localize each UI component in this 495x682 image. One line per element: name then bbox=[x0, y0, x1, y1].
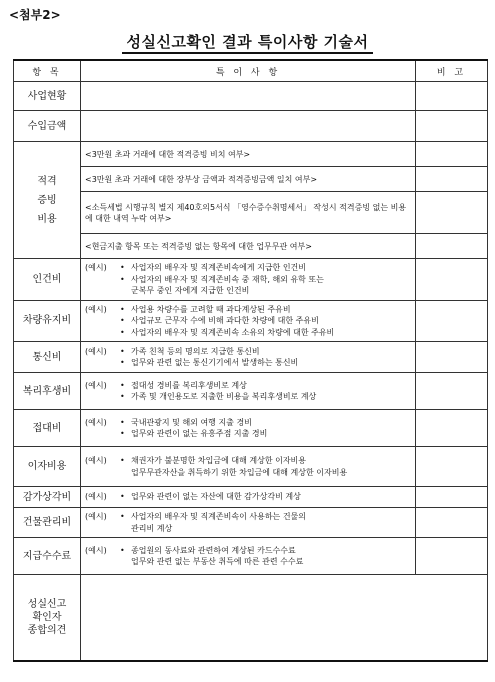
example-label: (예시) bbox=[85, 346, 107, 356]
row-labor bbox=[14, 259, 488, 301]
list-item: • 국내관광지 및 해외 여행 지출 경비 bbox=[119, 417, 411, 429]
row-business-status bbox=[14, 82, 488, 111]
header-row bbox=[14, 60, 488, 82]
list-item: • 사업자의 배우자 및 직계존비속이 사용하는 건물의 bbox=[119, 511, 411, 523]
cell-communication[interactable] bbox=[81, 342, 416, 373]
note-evidence-2[interactable] bbox=[416, 167, 488, 192]
row-evidence-1 bbox=[14, 142, 488, 167]
evidence-item-2[interactable]: <3만원 초과 거래에 대한 장부상 금액과 적격증빙금액 일치 여부> bbox=[81, 167, 416, 192]
list-item: • 종업원의 동사료와 관련하여 계상된 카드수수료 bbox=[119, 545, 411, 557]
row-travel bbox=[14, 410, 488, 447]
note-depreciation[interactable] bbox=[416, 487, 488, 508]
label-vehicle: 차량유지비 bbox=[14, 300, 81, 342]
list-item: 업무무관자산을 취득하기 위한 차입금에 대해 계상한 이자비용 bbox=[131, 467, 348, 477]
list-item: • 업무와 관련 없는 통신기기에서 발생하는 통신비 bbox=[119, 357, 411, 369]
example-label: (예시) bbox=[85, 456, 107, 465]
header-remarks: 특 이 사 항 bbox=[81, 60, 416, 82]
label-business-status: 사업현황 bbox=[14, 82, 81, 111]
note-travel[interactable] bbox=[416, 410, 488, 447]
row-welfare bbox=[14, 373, 488, 410]
example-label: (예시) bbox=[85, 263, 107, 272]
note-revenue[interactable] bbox=[416, 111, 488, 142]
label-opinion: 성실신고 확인자 종합의견 bbox=[14, 575, 81, 661]
row-evidence-4 bbox=[14, 234, 488, 259]
label-travel: 접대비 bbox=[14, 410, 81, 447]
evidence-item-4[interactable]: <현금지출 항목 또는 적격증빙 없는 항목에 대한 업무무관 여부> bbox=[81, 234, 416, 259]
header-note: 비 고 bbox=[416, 60, 488, 82]
input-opinion[interactable] bbox=[81, 575, 488, 661]
row-communication bbox=[14, 342, 488, 373]
row-depreciation bbox=[14, 487, 488, 508]
evidence-item-3[interactable]: <소득세법 시행규칙 별지 제40호의5서식 「영수증수취명세서」 작성시 적격증빙 없는 비용에 대한 내역 누락 여부> bbox=[81, 192, 416, 234]
note-vehicle[interactable] bbox=[416, 300, 488, 342]
note-labor[interactable] bbox=[416, 259, 488, 301]
evidence-item-1[interactable]: <3만원 초과 거래에 대한 적격증빙 비치 여부> bbox=[81, 142, 416, 167]
cell-building[interactable] bbox=[81, 508, 416, 538]
list-item: • 사업자의 배우자 및 직계존비속 소유의 차량에 대한 주유비 bbox=[119, 327, 411, 339]
label-evidence: 적격 증빙 비용 bbox=[14, 142, 81, 259]
row-vehicle bbox=[14, 300, 488, 342]
label-revenue: 수입금액 bbox=[14, 111, 81, 142]
list-item: • 가족 및 개인용도로 지출한 비용을 복리후생비로 계상 bbox=[119, 391, 411, 403]
cell-depreciation[interactable] bbox=[81, 487, 416, 508]
row-evidence-3 bbox=[14, 192, 488, 234]
input-business-status[interactable] bbox=[81, 82, 416, 111]
note-fees[interactable] bbox=[416, 538, 488, 575]
cell-interest[interactable] bbox=[81, 447, 416, 487]
list-item: • 업무와 관련이 없는 유흥주점 지출 경비 bbox=[119, 428, 411, 440]
example-label: (예시) bbox=[85, 417, 107, 427]
cell-fees[interactable] bbox=[81, 538, 416, 575]
attachment-label: <첨부2> bbox=[9, 8, 61, 22]
row-fees bbox=[14, 538, 488, 575]
row-opinion bbox=[14, 575, 488, 661]
label-communication: 통신비 bbox=[14, 342, 81, 373]
note-communication[interactable] bbox=[416, 342, 488, 373]
list-item: • 업무와 관련이 없는 자산에 대한 감가상각비 계상 bbox=[119, 491, 411, 503]
label-interest: 이자비용 bbox=[14, 447, 81, 487]
example-label: (예시) bbox=[85, 380, 107, 390]
document-title: 성실신고확인 결과 특이사항 기술서 bbox=[0, 31, 495, 52]
example-label: (예시) bbox=[85, 304, 107, 314]
label-building: 건물관리비 bbox=[14, 508, 81, 538]
cell-labor[interactable] bbox=[81, 259, 416, 301]
row-interest bbox=[14, 447, 488, 487]
remarks-table bbox=[13, 59, 488, 662]
example-label: (예시) bbox=[85, 545, 107, 555]
list-item: • 접대성 경비를 복리후생비로 계상 bbox=[119, 380, 411, 392]
list-item: • 사업용 차량수를 고려할 때 과다계상된 주유비 bbox=[119, 304, 411, 316]
note-evidence-1[interactable] bbox=[416, 142, 488, 167]
cell-welfare[interactable] bbox=[81, 373, 416, 410]
example-label: (예시) bbox=[85, 492, 107, 502]
example-label: (예시) bbox=[85, 512, 107, 521]
row-building bbox=[14, 508, 488, 538]
note-evidence-3[interactable] bbox=[416, 192, 488, 234]
note-evidence-4[interactable] bbox=[416, 234, 488, 259]
list-item: 업무와 관련 없는 부동산 취득에 따른 관련 수수료 bbox=[131, 557, 304, 566]
note-interest[interactable] bbox=[416, 447, 488, 487]
label-depreciation: 감가상각비 bbox=[14, 487, 81, 508]
list-item: • 사업규모 근무자 수에 비해 과다한 차량에 대한 주유비 bbox=[119, 315, 411, 327]
input-revenue[interactable] bbox=[81, 111, 416, 142]
note-welfare[interactable] bbox=[416, 373, 488, 410]
cell-vehicle[interactable] bbox=[81, 300, 416, 342]
list-item: 군복무 중인 자에게 지급한 인건비 bbox=[131, 286, 250, 295]
label-fees: 지급수수료 bbox=[14, 538, 81, 575]
list-item: 채권자가 불분명한 차입금에 대해 계상한 이자비용 bbox=[131, 456, 307, 465]
note-building[interactable] bbox=[416, 508, 488, 538]
list-item: • 사업자의 배우자 및 직계존비속에게 지급한 인건비 bbox=[119, 262, 411, 274]
list-item: • 가족 친척 등의 명의로 지급한 통신비 bbox=[119, 346, 411, 358]
list-item: 관리비 계상 bbox=[131, 523, 173, 533]
row-revenue bbox=[14, 111, 488, 142]
label-labor: 인건비 bbox=[14, 259, 81, 301]
header-item: 항 목 bbox=[14, 60, 81, 82]
cell-travel[interactable] bbox=[81, 410, 416, 447]
list-item: • 사업자의 배우자 및 직계존비속 중 재학, 해외 유학 또는 bbox=[119, 274, 411, 286]
note-business-status[interactable] bbox=[416, 82, 488, 111]
row-evidence-2 bbox=[14, 167, 488, 192]
label-welfare: 복리후생비 bbox=[14, 373, 81, 410]
